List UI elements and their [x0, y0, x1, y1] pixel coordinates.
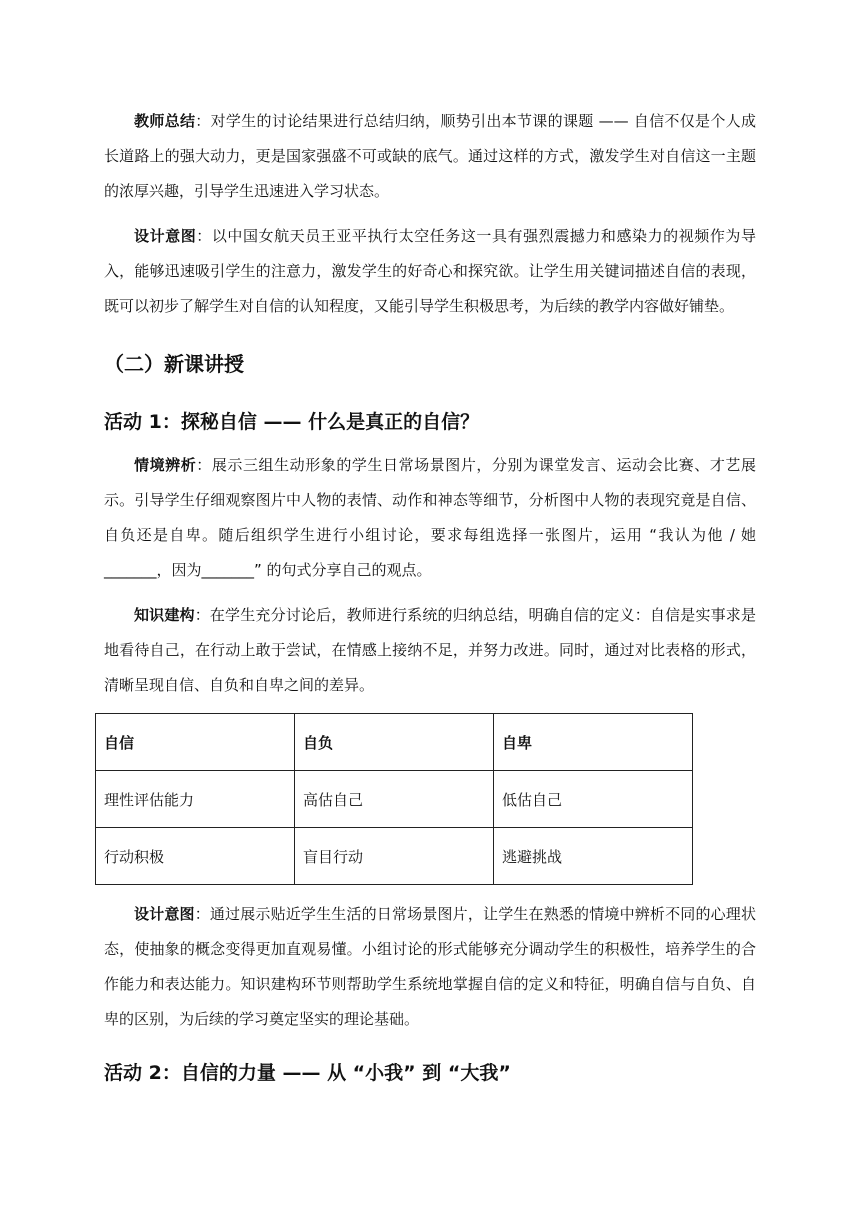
situation-lead: 情境辨析: [134, 456, 197, 474]
section-title: （二）新课讲授: [104, 352, 244, 376]
teacher-summary-lead: 教师总结: [134, 112, 196, 130]
design-intent-2-lead: 设计意图: [134, 905, 195, 923]
design-intent-2-paragraph: [104, 897, 756, 1037]
comparison-table: [95, 713, 693, 885]
design-intent-1-paragraph: [104, 219, 756, 324]
situation-paragraph: [104, 448, 756, 588]
table-cell: 盲目行动: [295, 828, 494, 885]
table-header-cell: 自卑: [494, 714, 693, 771]
table-cell: 低估自己: [494, 771, 693, 828]
table-row: [96, 771, 693, 828]
table-cell: 行动积极: [96, 828, 295, 885]
teacher-summary-text: ：对学生的讨论结果进行总结归纳，顺势引出本节课的课题 —— 自信不仅是个人成长道路上的强大动力，更是国家强盛不可或缺的底气。通过这样的方式，激发学生对自信这一主题的浓厚兴趣，引导学生迅速进入学习状态。: [104, 112, 756, 200]
table-cell: 理性评估能力: [96, 771, 295, 828]
table-cell: 高估自己: [295, 771, 494, 828]
activity-2-title: 活动 2：自信的力量 —— 从 “小我” 到 “大我”: [104, 1062, 511, 1084]
table-cell: 逃避挑战: [494, 828, 693, 885]
knowledge-paragraph: [104, 598, 756, 703]
table-row: [96, 828, 693, 885]
design-intent-2-text: ：通过展示贴近学生生活的日常场景图片，让学生在熟悉的情境中辨析不同的心理状态，使抽象的概念变得更加直观易懂。小组讨论的形式能够充分调动学生的积极性，培养学生的合作能力和表达能力。知识建构环节则帮助学生系统地掌握自信的定义和特征，明确自信与自负、自卑的区别，为后续的学习奠定坚实的理论基础。: [104, 905, 756, 1028]
knowledge-lead: 知识建构: [134, 606, 195, 624]
activity-1-title: 活动 1：探秘自信 —— 什么是真正的自信？: [104, 411, 480, 433]
situation-text: ：展示三组生动形象的学生日常场景图片，分别为课堂发言、运动会比赛、才艺展示。引导学生仔细观察图片中人物的表情、动作和神态等细节，分析图中人物的表现究竟是自信、自负还是自卑。随后组织学生进行小组讨论，要求每组选择一张图片，运用 “我认为他 / 她_______，因为_______” 的句式分享自己的观点。: [104, 456, 756, 579]
design-intent-1-text: ：以中国女航天员王亚平执行太空任务这一具有强烈震撼力和感染力的视频作为导入，能够迅速吸引学生的注意力，激发学生的好奇心和探究欲。让学生用关键词描述自信的表现，既可以初步了解学生对自信的认知程度，又能引导学生积极思考，为后续的教学内容做好铺垫。: [104, 227, 756, 315]
document-page: [104, 104, 756, 1087]
teacher-summary-paragraph: [104, 104, 756, 209]
table-header-cell: 自信: [96, 714, 295, 771]
knowledge-text: ：在学生充分讨论后，教师进行系统的归纳总结，明确自信的定义：自信是实事求是地看待自己，在行动上敢于尝试，在情感上接纳不足，并努力改进。同时，通过对比表格的形式，清晰呈现自信、自负和自卑之间的差异。: [104, 606, 756, 694]
design-intent-1-lead: 设计意图: [134, 227, 197, 245]
table-header-cell: 自负: [295, 714, 494, 771]
table-header-row: [96, 714, 693, 771]
